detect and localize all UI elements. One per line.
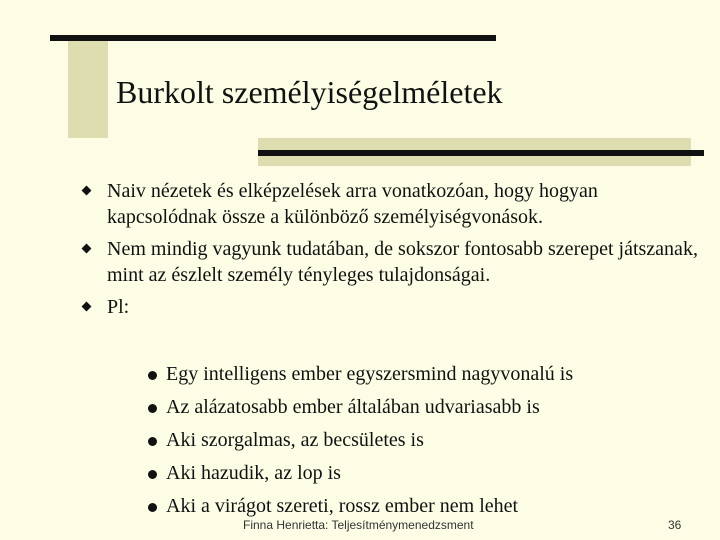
decorative-bar-bottom bbox=[258, 150, 704, 156]
diamond-bullet-icon bbox=[82, 244, 92, 254]
bullet-text: Naiv nézetek és elképzelések arra vonatkozóan, hogy hogyan kapcsolódnak össze a különböző személyiségvonások. bbox=[107, 180, 598, 228]
example-item bbox=[148, 424, 708, 457]
example-text: Az alázatosabb ember általában udvariasabb is bbox=[166, 396, 540, 418]
example-item bbox=[148, 457, 708, 490]
dot-bullet-icon bbox=[148, 437, 157, 446]
example-text: Aki hazudik, az lop is bbox=[166, 462, 341, 484]
dot-bullet-icon bbox=[148, 371, 157, 380]
dot-bullet-icon bbox=[148, 503, 157, 512]
example-list bbox=[148, 358, 708, 523]
diamond-bullet-icon bbox=[82, 302, 92, 312]
bullet-list bbox=[80, 178, 700, 326]
example-text: Aki a virágot szereti, rossz ember nem lehet bbox=[166, 495, 519, 517]
example-text: Aki szorgalmas, az becsületes is bbox=[166, 429, 424, 451]
diamond-bullet-icon bbox=[82, 186, 92, 196]
page-number: 36 bbox=[668, 518, 682, 532]
bullet-item bbox=[80, 236, 700, 288]
bullet-item bbox=[80, 178, 700, 230]
slide-footer: Finna Henrietta: Teljesítménymenedzsment bbox=[243, 518, 474, 532]
bullet-text: Pl: bbox=[107, 296, 130, 318]
dot-bullet-icon bbox=[148, 470, 157, 479]
bullet-text: Nem mindig vagyunk tudatában, de sokszor fontosabb szerepet játszanak, mint az észlelt személy tényleges tulajdonságai. bbox=[107, 238, 698, 286]
decorative-block-left bbox=[68, 36, 108, 138]
dot-bullet-icon bbox=[148, 404, 157, 413]
slide-title: Burkolt személyiségelméletek bbox=[116, 74, 503, 110]
bullet-item bbox=[80, 294, 700, 320]
example-item bbox=[148, 391, 708, 424]
example-item bbox=[148, 358, 708, 391]
example-text: Egy intelligens ember egyszersmind nagyvonalú is bbox=[166, 363, 574, 385]
decorative-bar-top bbox=[50, 35, 496, 41]
